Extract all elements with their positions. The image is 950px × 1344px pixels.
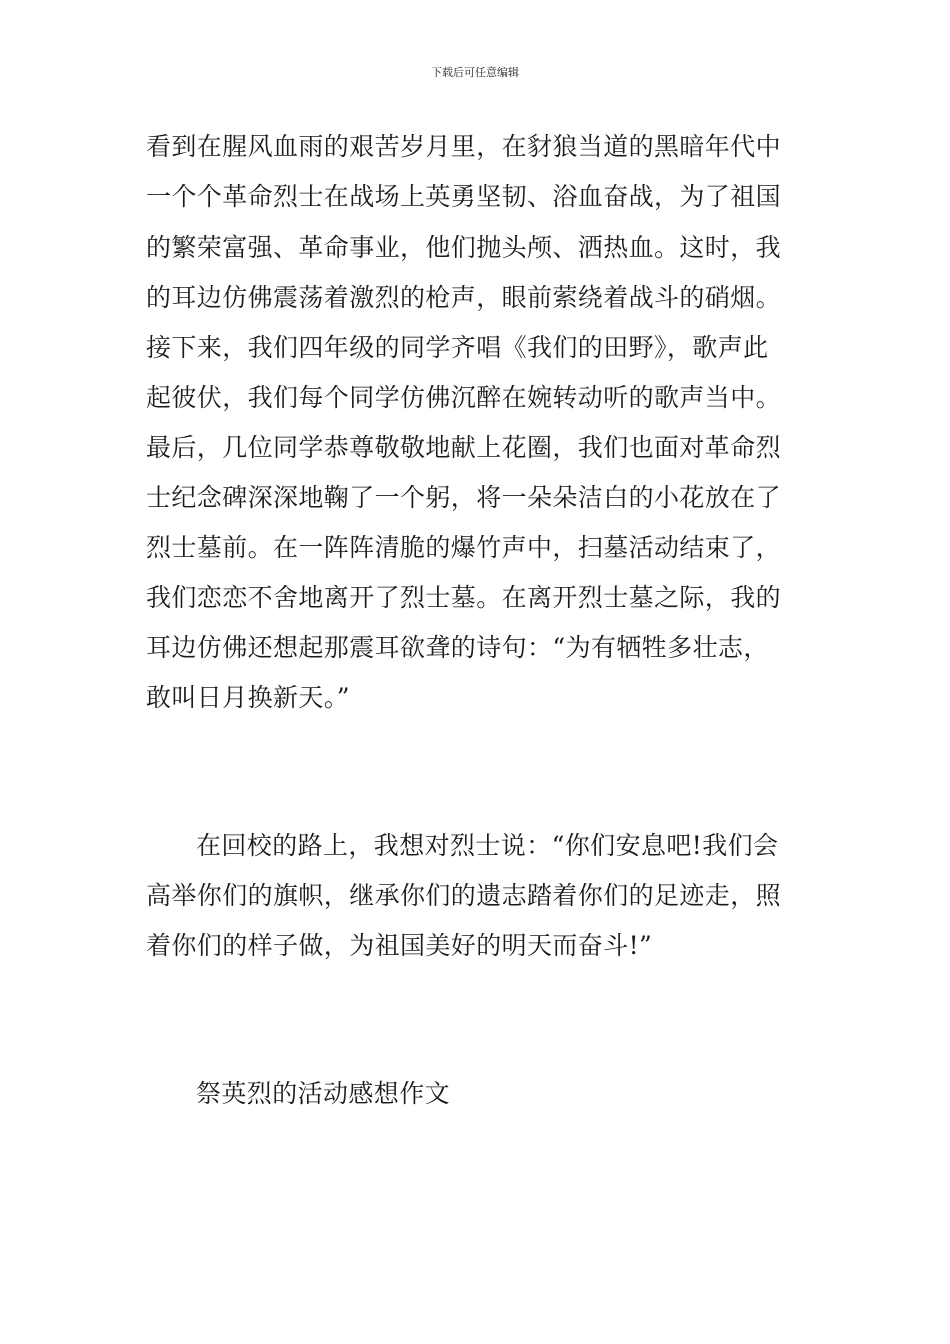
paragraph-line: 在回校的路上，我想对烈士说：“你们安息吧!我们会: [196, 831, 779, 860]
paragraph-line: 的耳边仿佛震荡着激烈的枪声，眼前萦绕着战斗的硝烟。: [146, 283, 782, 312]
paragraph-line: 耳边仿佛还想起那震耳欲聋的诗句：“为有牺牲多壮志，: [146, 633, 769, 662]
paragraph-line: 最后，几位同学恭尊敬敬地献上花圈，我们也面对革命烈: [146, 433, 782, 462]
paragraph-line: 士纪念碑深深地鞠了一个躬，将一朵朵洁白的小花放在了: [146, 483, 782, 512]
paragraph-line: 高举你们的旗帜，继承你们的遗志踏着你们的足迹走，照: [146, 881, 782, 910]
paragraph-line: 烈士墓前。在一阵阵清脆的爆竹声中，扫墓活动结束了，: [146, 533, 782, 562]
paragraph-line: 一个个革命烈士在战场上英勇坚韧、浴血奋战，为了祖国: [146, 182, 782, 211]
paragraph-line: 敢叫日月换新天。”: [146, 683, 350, 712]
paragraph-line: 的繁荣富强、革命事业，他们抛头颅、洒热血。这时，我: [146, 233, 782, 262]
paragraph-line: 我们恋恋不舍地离开了烈士墓。在离开烈士墓之际，我的: [146, 583, 782, 612]
paragraph-line: 看到在腥风血雨的艰苦岁月里，在豺狼当道的黑暗年代中: [146, 132, 782, 161]
section-title: 祭英烈的活动感想作文: [196, 1079, 451, 1108]
paragraph-line: 起彼伏，我们每个同学仿佛沉醉在婉转动听的歌声当中。: [146, 383, 782, 412]
paragraph-line: 接下来，我们四年级的同学齐唱《我们的田野》，歌声此: [146, 333, 769, 362]
page-header: 下载后可任意编辑: [431, 66, 519, 79]
paragraph-line: 着你们的样子做，为祖国美好的明天而奋斗!”: [146, 931, 653, 960]
